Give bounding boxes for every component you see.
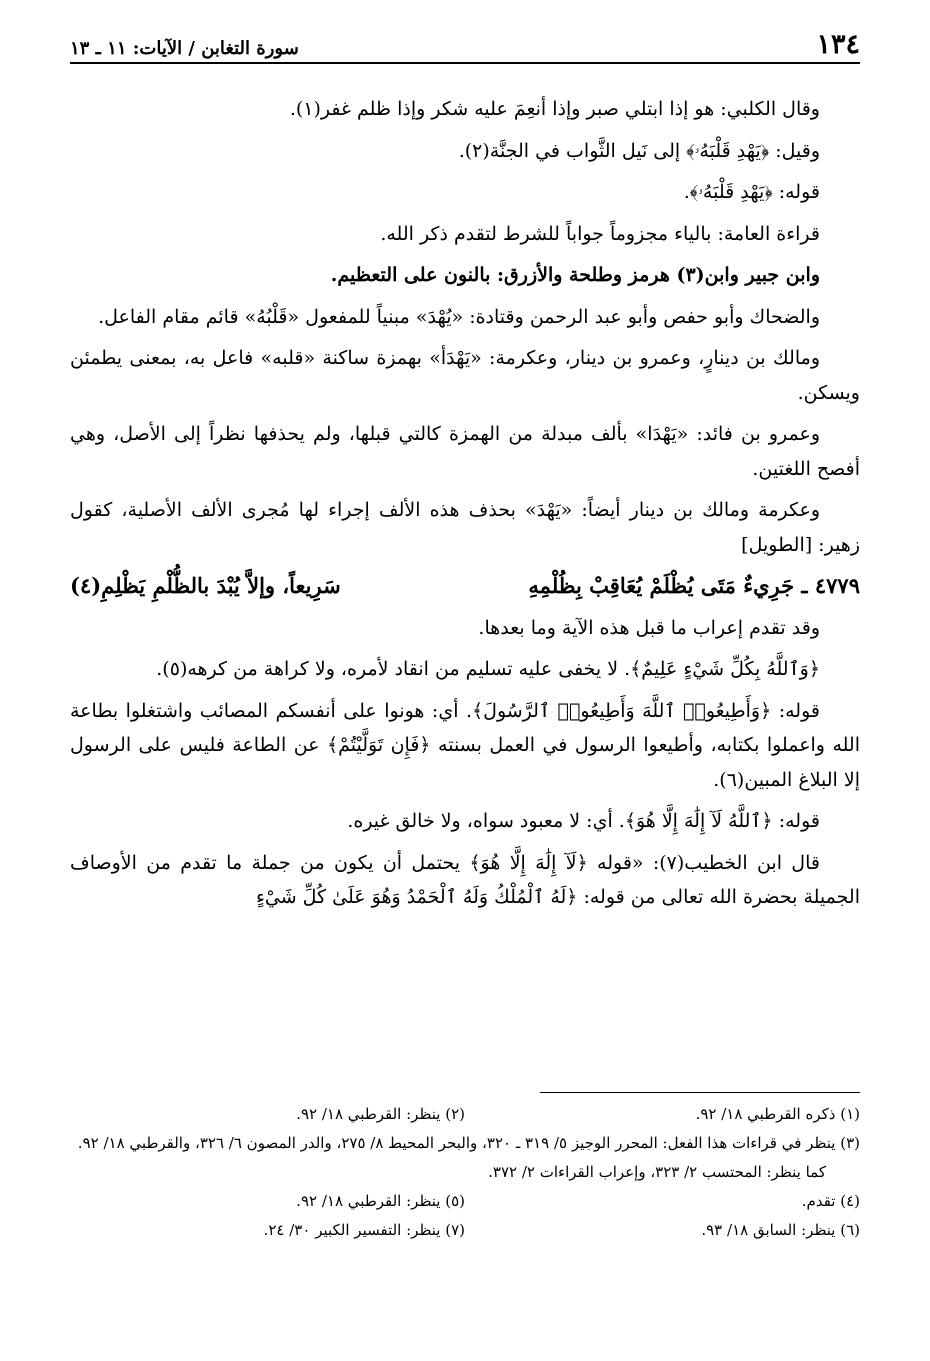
verse-hemistich-2: سَرِيعاً، وإلاَّ يُبْدَ بالظُّلْمِ يَظْلِمِ(٤) bbox=[70, 573, 341, 598]
page-number: ١٣٤ bbox=[816, 29, 860, 60]
footnote-separator bbox=[540, 1092, 860, 1093]
paragraph: قوله: ﴿يَهْدِ قَلْبَهُۥ﴾. bbox=[683, 181, 820, 203]
main-text bbox=[70, 92, 860, 922]
paragraph: ﴿وَٱللَّهُ بِكُلِّ شَيْءٍ عَلِيمٌ﴾. لا يخفى عليه تسليم من انقاد لأمره، ولا كراهة من كرهه(٥). bbox=[156, 658, 820, 680]
page-header bbox=[70, 28, 860, 64]
poetry-verse bbox=[70, 569, 860, 604]
footnote: (٥) ينظر: القرطبي ١٨/ ٩٢. bbox=[296, 1192, 465, 1210]
paragraph: قوله: ﴿ٱللَّهُ لَآ إِلَٰهَ إِلَّا هُوَ﴾. أي: لا معبود سواه، ولا خالق غيره. bbox=[347, 810, 820, 832]
paragraph: ومالك بن دينارٍ، وعمرو بن دينار، وعكرمة: «يَهْدَأ» بهمزة ساكنة «قلبه» فاعل به، بمعنى يطمئن ويسكن. bbox=[70, 347, 860, 404]
paragraph: وقال الكلبي: هو إذا ابتلي صبر وإذا أنعِمَ عليه شكر وإذا ظلم غفر(١). bbox=[289, 98, 820, 120]
footnote: كما ينظر: المحتسب ٢/ ٣٢٣، وإعراب القراءات ٢/ ٣٧٢. bbox=[488, 1163, 826, 1181]
footnote: (٣) ينظر في قراءات هذا الفعل: المحرر الوجيز ٥/ ٣١٩ ـ ٣٢٠، والبحر المحيط ٨/ ٢٧٥، والدر المصون ٦/ ٣٢٦، والقرطبي ١٨/ ٩٢. bbox=[77, 1134, 860, 1152]
paragraph: قال ابن الخطيب(٧): «قوله ﴿لَآ إِلَٰهَ إِلَّا هُوَ﴾ يحتمل أن يكون من جملة ما تقدم من الأوصاف الجميلة بحضرة الله تعالى من قوله: ﴿لَهُ ٱلْمُلْكُ وَلَهُ ٱلْحَمْدُ وَهُوَ عَلَىٰ كُلِّ شَيْءٍ bbox=[70, 851, 860, 908]
paragraph: وابن جبير وابن(٣) هرمز وطلحة والأزرق: بالنون على التعظيم. bbox=[330, 264, 820, 286]
footnotes bbox=[70, 1100, 860, 1245]
paragraph: وقد تقدم إعراب ما قبل هذه الآية وما بعدها. bbox=[478, 616, 820, 639]
paragraph: قوله: ﴿وَأَطِيعُوا۟ ٱللَّهَ وَأَطِيعُوا۟ ٱلرَّسُولَ﴾. أي: هونوا على أنفسكم المصائب واشتغلوا بطاعة الله واعملوا بكتابه، وأطيعوا الرسول في العمل بسنته ﴿فَإِن تَوَلَّيْتُمْ﴾ عن الطاعة فليس على الرسول إلا البلاغ المبين(٦). bbox=[70, 699, 860, 791]
paragraph: قراءة العامة: بالياء مجزوماً جواباً للشرط لتقدم ذكر الله. bbox=[380, 222, 820, 245]
footnote-row bbox=[70, 1100, 860, 1129]
footnote: (٦) ينظر: السابق ١٨/ ٩٣. bbox=[701, 1221, 860, 1239]
footnote: (٢) ينظر: القرطبي ١٨/ ٩٢. bbox=[296, 1105, 465, 1123]
footnote-row bbox=[70, 1216, 860, 1245]
footnote-row bbox=[70, 1187, 860, 1216]
footnote: (٧) ينظر: التفسير الكبير ٣٠/ ٢٤. bbox=[263, 1221, 465, 1239]
paragraph: والضحاك وأبو حفص وأبو عبد الرحمن وقتادة: «يُهْدَ» مبنياً للمفعول «قَلْبُهُ» قائم مقام الفاعل. bbox=[98, 305, 820, 328]
verse-first-half bbox=[528, 569, 860, 604]
running-title: سورة التغابن / الآيات: ١١ ـ ١٣ bbox=[70, 38, 299, 59]
verse-hemistich-1: ـ جَرِيءٌ مَتَى يُظْلَمْ يُعَاقِبْ بِظُلْمِهِ bbox=[528, 573, 808, 598]
verse-number: ٤٧٧٩ bbox=[814, 573, 860, 598]
footnote: (٤) تقدم. bbox=[801, 1192, 860, 1210]
paragraph: وعكرمة ومالك بن دينار أيضاً: «يَهْدَ» بحذف هذه الألف إجراء لها مُجرى الألف الأصلية، كقول زهير: [الطويل] bbox=[70, 499, 860, 556]
footnote: (١) ذكره القرطبي ١٨/ ٩٢. bbox=[695, 1105, 860, 1123]
paragraph: وقيل: ﴿يَهْدِ قَلْبَهُۥ﴾ إلى نَيل الثَّواب في الجنَّة(٢). bbox=[458, 139, 820, 162]
paragraph: وعمرو بن فائد: «يَهْدَا» بألف مبدلة من الهمزة كالتي قبلها، ولم يحذفها نظراً إلى الأصل، وهي أفصح اللغتين. bbox=[70, 423, 860, 480]
